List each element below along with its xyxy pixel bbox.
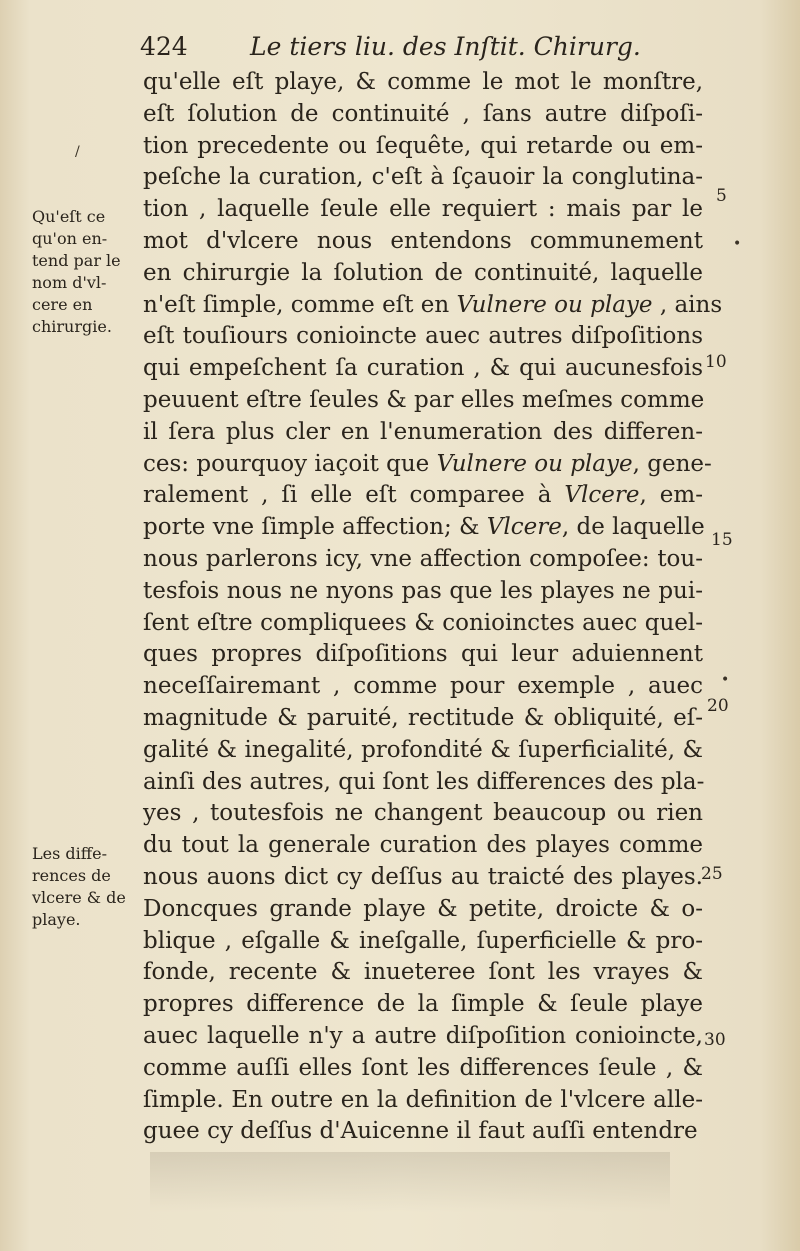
page-header xyxy=(140,30,660,64)
italic-term: Vlcere xyxy=(564,482,640,509)
margin-note-differences xyxy=(32,843,126,931)
text-run: porte vne ſimple affection; & xyxy=(143,514,487,541)
margin-note-line: Les diffe- xyxy=(32,844,107,863)
text-line xyxy=(143,512,703,544)
text-line: ainſi des autres, qui ſont les differences des pla- xyxy=(143,768,705,795)
margin-note-line: nom d'vl- xyxy=(32,273,107,292)
margin-note-line: vlcere & de xyxy=(32,888,126,907)
margin-note-line: Qu'eſt ce xyxy=(32,207,106,226)
text-line: mot d'vlcere nous entendons communement xyxy=(143,227,703,254)
line-number: 20 xyxy=(707,696,729,716)
italic-term: Vulnere ou playe xyxy=(456,291,653,318)
margin-note-definition xyxy=(32,206,121,338)
line-number: 5 xyxy=(716,186,727,206)
text-line: Doncques grande playe & petite, droicte & o- xyxy=(143,895,703,922)
text-line: eſt touſiours conioincte auec autres diſpoſitions xyxy=(143,323,703,350)
text-line: neceſſairemant , comme pour exemple , auec xyxy=(143,673,703,700)
margin-note-line: rences de xyxy=(32,866,111,885)
text-line: ſimple. En outre en la definition de l'vlcere alle- xyxy=(143,1086,703,1113)
text-line: guee cy deſſus d'Auicenne il faut auſſi entendre xyxy=(143,1118,698,1145)
text-line xyxy=(143,480,703,512)
text-line: eſt ſolution de continuité , ſans autre diſpoſi- xyxy=(143,100,703,127)
italic-term: Vlcere xyxy=(486,514,562,541)
text-line: ſent eſtre compliquees & conioinctes auec quel- xyxy=(143,609,703,636)
text-run: , em- xyxy=(639,482,703,509)
text-line: galité & inegalité, profondité & ſuperficialité, & xyxy=(143,736,703,763)
line-number: 30 xyxy=(704,1030,726,1050)
text-run: , ains xyxy=(652,291,723,318)
text-line: tesfois nous ne nyons pas que les playes ne pui- xyxy=(143,577,703,604)
text-line xyxy=(143,290,723,322)
text-line: fonde, recente & inueteree ſont les vrayes & xyxy=(143,959,703,986)
text-line: tion , laquelle ſeule elle requiert : mais par le xyxy=(143,196,703,223)
text-line: nous auons dict cy deſſus au traicté des playes. xyxy=(143,863,703,890)
text-line: qu'elle eſt playe, & comme le mot le monſtre, xyxy=(143,69,703,95)
line-number: 15 xyxy=(711,530,733,550)
running-title: Le tiers liu. des Inſtit. Chirurg. xyxy=(250,32,641,61)
margin-note-line: qu'on en- xyxy=(32,229,108,248)
text-line: blique , eſgalle & ineſgalle, ſuperficielle & pro- xyxy=(143,927,703,954)
text-line: qui empeſchent ſa curation , & qui aucunesfois xyxy=(143,355,703,382)
text-run: ralement , ſi elle eſt comparee à xyxy=(143,482,565,509)
bleed-through-shadow xyxy=(150,1152,670,1212)
line-number: 25 xyxy=(701,864,723,884)
text-run: n'eſt ſimple, comme eſt en xyxy=(143,291,457,318)
margin-note-line: cere en xyxy=(32,295,93,314)
text-run: , gene- xyxy=(632,450,712,477)
margin-note-line: playe. xyxy=(32,910,81,929)
line-number: 10 xyxy=(705,352,727,372)
text-line: peſche la curation, c'eſt à ſçauoir la conglutina- xyxy=(143,164,703,191)
ink-mark: / xyxy=(75,144,80,160)
italic-term: Vulnere ou playe xyxy=(436,450,633,477)
text-line: en chirurgie la ſolution de continuité, laquelle xyxy=(143,259,703,286)
text-line xyxy=(143,449,712,481)
text-run: , de laquelle xyxy=(561,514,705,541)
text-line: propres difference de la ſimple & ſeule playe xyxy=(143,991,703,1018)
text-line: yes , toutesfois ne changent beaucoup ou rien xyxy=(143,800,703,827)
text-run: ces: pourquoy iaçoit que xyxy=(143,450,437,477)
margin-note-line: chirurgie. xyxy=(32,317,112,336)
text-line: peuuent eſtre ſeules & par elles meſmes comme xyxy=(143,386,705,413)
text-line: nous parlerons icy, vne affection compoſee: tou- xyxy=(143,545,703,572)
text-line: ques propres diſpoſitions qui leur aduiennent xyxy=(143,641,703,668)
ink-mark: • xyxy=(721,672,730,688)
text-line: tion precedente ou ſequête, qui retarde ou em- xyxy=(143,132,703,159)
text-line: magnitude & paruité, rectitude & obliquité, eſ- xyxy=(143,704,703,731)
margin-note-line: tend par le xyxy=(32,251,121,270)
text-line: il ſera plus cler en l'enumeration des differen- xyxy=(143,418,703,445)
ink-mark: • xyxy=(733,236,742,252)
page-number: 424 xyxy=(140,32,188,61)
text-line: comme auſſi elles ſont les differences ſeule , & xyxy=(143,1054,703,1081)
text-line: auec laquelle n'y a autre diſpoſition conioincte, xyxy=(143,1022,703,1049)
text-line: du tout la generale curation des playes comme xyxy=(143,832,703,859)
